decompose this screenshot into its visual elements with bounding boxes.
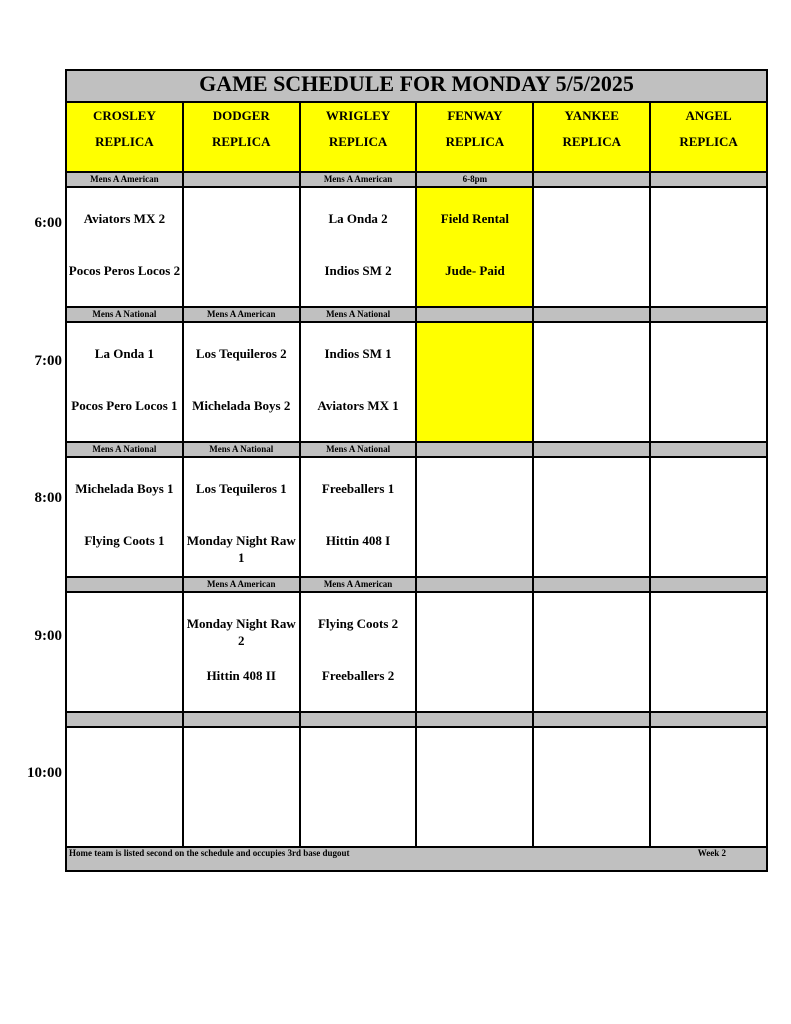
field-name: FENWAY xyxy=(447,108,503,123)
game-cell xyxy=(533,187,650,307)
division-label xyxy=(416,442,533,457)
division-label xyxy=(416,307,533,322)
game-cell xyxy=(533,457,650,577)
visiting-team: Freeballers 1 xyxy=(321,481,395,496)
game-cell xyxy=(300,322,417,442)
field-name: WRIGLEY xyxy=(325,108,391,123)
time-label: 6:00 xyxy=(34,215,62,231)
time-slot-row xyxy=(66,592,767,712)
division-label: Mens A American xyxy=(183,577,300,592)
game-cell xyxy=(66,727,183,847)
division-row xyxy=(66,307,767,322)
visiting-team: Indios SM 1 xyxy=(324,346,392,361)
field-subtitle: REPLICA xyxy=(679,134,738,149)
division-label xyxy=(533,577,650,592)
division-label: Mens A National xyxy=(183,442,300,457)
division-label xyxy=(650,442,767,457)
home-team: Jude- Paid xyxy=(445,263,505,278)
field-header-crosley xyxy=(66,102,183,172)
division-label xyxy=(66,577,183,592)
game-cell xyxy=(183,592,300,712)
game-cell xyxy=(533,592,650,712)
division-label: Mens A National xyxy=(66,307,183,322)
division-label xyxy=(533,442,650,457)
time-label: 10:00 xyxy=(27,765,62,781)
division-label xyxy=(416,577,533,592)
time-label: 9:00 xyxy=(34,627,62,644)
footer-content xyxy=(67,848,766,858)
division-label xyxy=(183,712,300,727)
field-subtitle: REPLICA xyxy=(445,134,505,149)
home-team: Hittin 408 II xyxy=(206,668,276,683)
game-cell xyxy=(66,187,183,307)
division-label: Mens A American xyxy=(183,307,300,322)
visiting-team: La Onda 2 xyxy=(328,211,388,226)
division-label: Mens A National xyxy=(300,442,417,457)
footer-cell xyxy=(66,847,767,871)
field-header-row xyxy=(66,102,767,172)
game-cell xyxy=(650,457,767,577)
field-subtitle: REPLICA xyxy=(95,134,154,149)
game-cell xyxy=(650,727,767,847)
field-subtitle: REPLICA xyxy=(328,134,388,149)
game-cell xyxy=(183,187,300,307)
field-name: CROSLEY xyxy=(92,108,156,123)
home-team: Pocos Peros Locos 2 xyxy=(68,263,181,278)
home-team: Michelada Boys 2 xyxy=(192,398,291,413)
division-row xyxy=(66,712,767,727)
field-header-wrigley xyxy=(300,102,417,172)
field-header-yankee xyxy=(533,102,650,172)
visiting-team: Monday Night Raw 2 xyxy=(186,616,296,648)
division-label xyxy=(650,172,767,187)
home-team: Monday Night Raw 1 xyxy=(186,533,296,565)
game-cell xyxy=(300,457,417,577)
division-label xyxy=(533,307,650,322)
field-name: YANKEE xyxy=(564,108,619,123)
field-name: DODGER xyxy=(212,108,270,123)
home-team: Freeballers 2 xyxy=(321,668,395,683)
division-label: Mens A National xyxy=(66,442,183,457)
game-cell xyxy=(183,727,300,847)
time-label: 8:00 xyxy=(34,490,62,506)
visiting-team: Flying Coots 2 xyxy=(317,616,399,631)
game-cell xyxy=(300,592,417,712)
visiting-team: Los Tequileros 1 xyxy=(195,481,287,496)
game-cell xyxy=(300,187,417,307)
field-subtitle: REPLICA xyxy=(562,134,621,149)
field-header-fenway xyxy=(416,102,533,172)
game-cell xyxy=(650,322,767,442)
division-row xyxy=(66,172,767,187)
game-cell xyxy=(416,322,533,442)
footer-note: Home team is listed second on the schedule and occupies 3rd base dugout xyxy=(69,848,350,858)
game-cell xyxy=(650,187,767,307)
division-label: Mens A American xyxy=(66,172,183,187)
visiting-team: Michelada Boys 1 xyxy=(75,481,174,496)
division-label xyxy=(533,172,650,187)
schedule-table xyxy=(65,69,768,872)
division-row xyxy=(66,577,767,592)
time-label: 7:00 xyxy=(34,352,62,369)
home-team: Hittin 408 I xyxy=(325,533,391,548)
visiting-team: Los Tequileros 2 xyxy=(195,346,287,361)
field-subtitle: REPLICA xyxy=(211,134,271,149)
home-team: Pocos Pero Locos 1 xyxy=(71,398,178,413)
division-row xyxy=(66,442,767,457)
division-label xyxy=(66,712,183,727)
time-slot-row xyxy=(66,187,767,307)
game-cell xyxy=(66,592,183,712)
game-cell xyxy=(300,727,417,847)
home-team: Aviators MX 1 xyxy=(317,398,399,413)
division-label xyxy=(533,712,650,727)
division-label xyxy=(650,307,767,322)
game-cell xyxy=(66,322,183,442)
division-label xyxy=(416,712,533,727)
footer-row xyxy=(66,847,767,871)
time-slot-row xyxy=(66,322,767,442)
visiting-team: La Onda 1 xyxy=(94,346,155,361)
division-label xyxy=(650,577,767,592)
schedule-sheet xyxy=(65,69,768,872)
division-label xyxy=(650,712,767,727)
time-slot-row xyxy=(66,457,767,577)
game-cell xyxy=(416,727,533,847)
game-cell xyxy=(533,727,650,847)
game-cell xyxy=(533,322,650,442)
division-label: 6-8pm xyxy=(416,172,533,187)
division-label xyxy=(300,712,417,727)
home-team: Flying Coots 1 xyxy=(84,533,165,548)
game-cell xyxy=(66,457,183,577)
game-cell xyxy=(416,187,533,307)
visiting-team: Field Rental xyxy=(440,211,510,226)
division-label: Mens A National xyxy=(300,307,417,322)
field-name: ANGEL xyxy=(685,108,732,123)
game-cell xyxy=(650,592,767,712)
division-label: Mens A American xyxy=(300,172,417,187)
home-team: Indios SM 2 xyxy=(324,263,392,278)
week-label: Week 2 xyxy=(697,848,726,858)
page-title: GAME SCHEDULE FOR MONDAY 5/5/2025 xyxy=(66,70,767,102)
division-label xyxy=(183,172,300,187)
title-row xyxy=(66,70,767,102)
division-label: Mens A American xyxy=(300,577,417,592)
game-cell xyxy=(183,457,300,577)
visiting-team: Aviators MX 2 xyxy=(83,211,166,226)
game-cell xyxy=(183,322,300,442)
game-cell xyxy=(416,592,533,712)
field-header-dodger xyxy=(183,102,300,172)
game-cell xyxy=(416,457,533,577)
field-header-angel xyxy=(650,102,767,172)
time-slot-row xyxy=(66,727,767,847)
